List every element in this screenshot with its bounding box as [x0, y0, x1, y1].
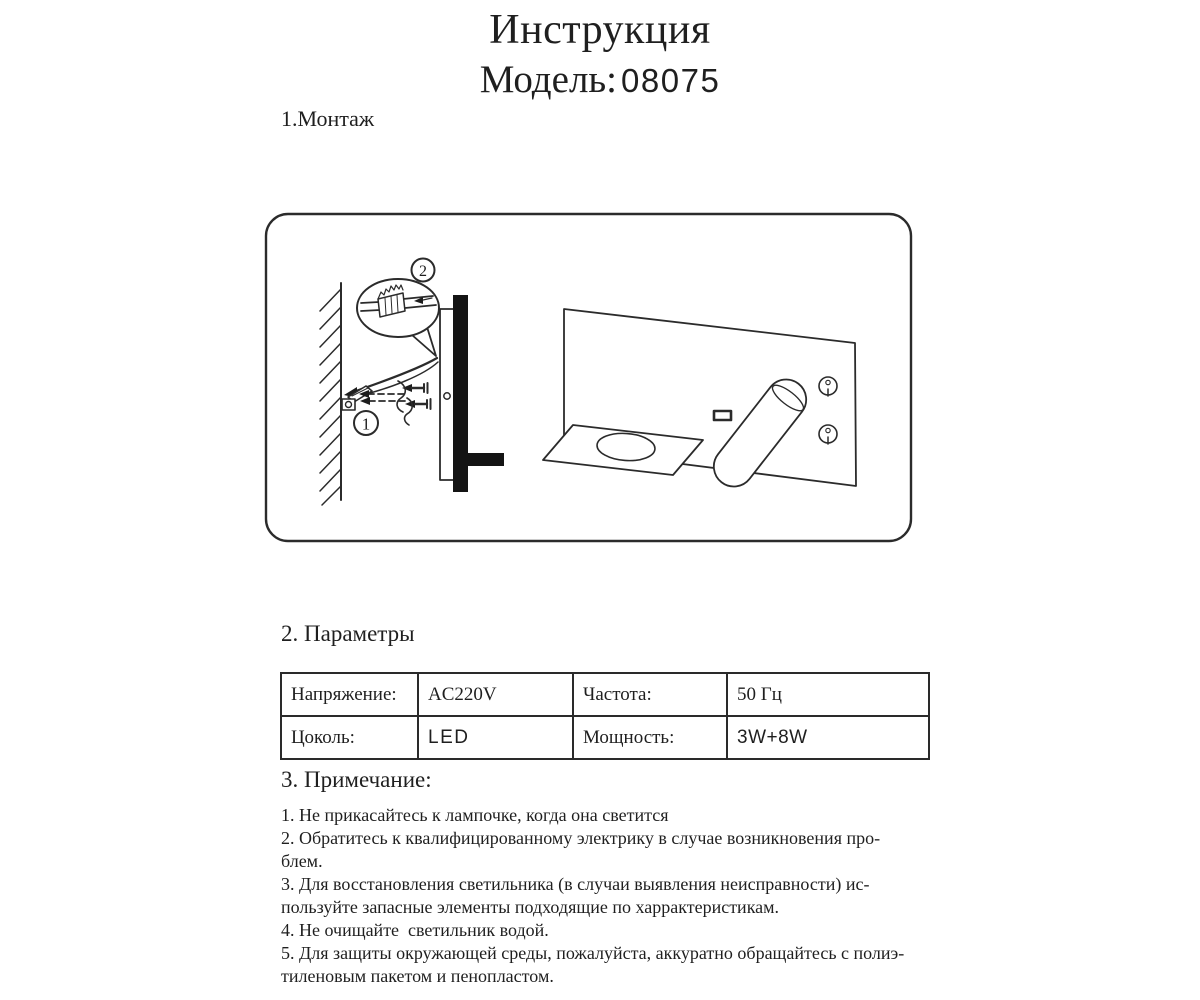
- callout-1-number: 1: [361, 414, 371, 434]
- note-line: 3. Для восстановления светильника (в случаи выявления неисправности) ис-: [281, 874, 870, 894]
- param-value-power: 3W+8W: [727, 716, 929, 759]
- fixture-body: [453, 295, 468, 492]
- param-label-socket: Цоколь:: [281, 716, 418, 759]
- fixture-shelf-side: [468, 453, 504, 466]
- param-label-frequency: Частота:: [573, 673, 727, 716]
- section-heading-mounting: 1.Монтаж: [281, 106, 375, 131]
- model-number: 08075: [621, 62, 721, 99]
- table-row: [281, 716, 929, 759]
- callout-2-number: 2: [419, 263, 427, 280]
- note-line: тиленовым пакетом и пенопластом.: [281, 966, 554, 986]
- parameters-table: [280, 672, 930, 760]
- model-label: Модель:: [479, 58, 618, 101]
- section-heading-notes: 3. Примечание:: [281, 767, 432, 792]
- param-label-voltage: Напряжение:: [281, 673, 418, 716]
- note-line: 1. Не прикасайтесь к лампочке, когда она светится: [281, 805, 669, 825]
- lamp-front-view: [543, 309, 856, 495]
- notes-list: [281, 804, 904, 988]
- note-line: пользуйте запасные элементы подходящие по харрактеристикам.: [281, 897, 780, 917]
- table-row: [281, 673, 929, 716]
- note-line: 4. Не очищайте светильник водой.: [281, 920, 549, 940]
- lamp-side-view: [440, 295, 504, 492]
- section-heading-parameters: 2. Параметры: [281, 621, 415, 646]
- note-line: 2. Обратитесь к квалифицированному электрику в случае возникновения про-: [281, 828, 881, 848]
- param-value-socket: LED: [418, 716, 573, 759]
- wall-hatching: [320, 283, 341, 505]
- param-value-frequency: 50 Гц: [727, 673, 929, 716]
- back-plate: [440, 309, 454, 480]
- mounting-screws: [402, 383, 431, 409]
- note-line: блем.: [281, 851, 323, 871]
- callout-badge-1: [354, 411, 378, 435]
- terminal-detail-balloon: [357, 279, 439, 356]
- note-line: 5. Для защиты окружающей среды, пожалуйста, аккуратно обращайтесь с полиэ-: [281, 943, 905, 963]
- callout-badge-2: [412, 259, 435, 282]
- page-title: Инструкция: [489, 7, 711, 53]
- param-label-power: Мощность:: [573, 716, 727, 759]
- param-value-voltage: AC220V: [418, 673, 573, 716]
